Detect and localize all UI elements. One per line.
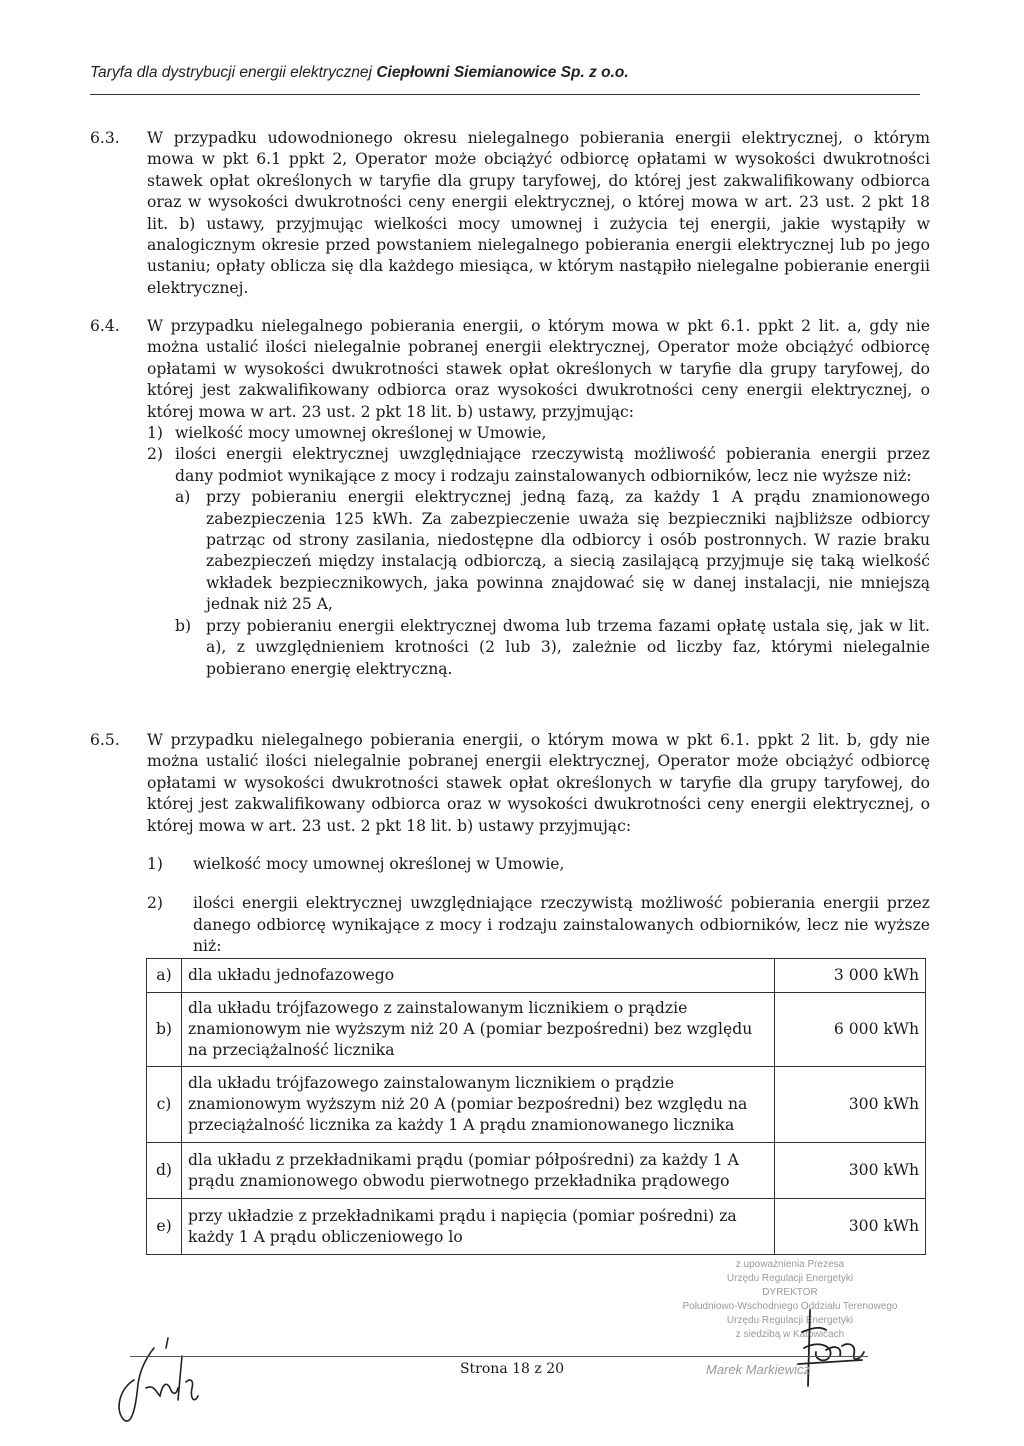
table-row bbox=[147, 1067, 926, 1143]
energy-limits-table bbox=[146, 958, 926, 1255]
stamp-line: DYREKTOR bbox=[762, 1287, 818, 1298]
list-item-text: ilości energii elektrycznej uwzględniające rzeczywistą możliwość pobierania energii przez dany podmiot wynikające z mocy i rodzaju zainstalowanych odbiorników, lecz nie wyższe niż: bbox=[175, 445, 930, 485]
section-list bbox=[147, 423, 930, 680]
list-item-text: przy pobieraniu energii elektrycznej dwoma lub trzema fazami opłatę ustala się, jak w lit. a), z uwzględnieniem krotności (2 lub 3), zależnie od liczby faz, którymi nielegalnie pobierano energię elektryczną. bbox=[206, 616, 930, 678]
page-number: Strona 18 z 20 bbox=[459, 1361, 565, 1377]
list-marker: 2) bbox=[147, 894, 164, 913]
section-6-4 bbox=[90, 316, 930, 680]
row-description: dla układu jednofazowego bbox=[182, 959, 775, 993]
document-header bbox=[90, 64, 920, 82]
stamp-line: Urzędu Regulacji Energetyki bbox=[726, 1273, 854, 1284]
list-item bbox=[147, 423, 930, 444]
row-letter: a) bbox=[147, 959, 182, 993]
header-rule bbox=[90, 94, 920, 95]
row-description: dla układu trójfazowego zainstalowanym licznikiem o prądzie znamionowym wyższym niż 20 A (pomiar bezpośredni) bez względu na przeciążalność licznika za każdy 1 A prądu znamionowanego licznika bbox=[182, 1067, 775, 1143]
stamp-line: Południowo-Wschodniego Oddziału Terenowego bbox=[682, 1301, 898, 1312]
section-number: 6.3. bbox=[90, 129, 120, 147]
list-item bbox=[147, 893, 930, 957]
list-marker: b) bbox=[175, 616, 192, 635]
table-row bbox=[147, 993, 926, 1067]
section-text: W przypadku udowodnionego okresu nielegalnego pobierania energii elektrycznej, o którym mowa w pkt 6.1 ppkt 2, Operator może obciążyć odbiorcę opłatami w wysokości dwukrotności stawek opłat określonych w taryfie dla grupy taryfowej, do której jest zakwalifikowany odbiorca oraz w wysokości dwukrotności ceny energii elektrycznej, o której mowa w art. 23 ust. 2 pkt 18 lit. b) ustawy, przyjmując wielkości mocy umownej i zużycia tej energii, jakie wystąpiły w analogicznym okresie przed powstaniem nielegalnego pobierania energii elektrycznej lub po jego ustaniu; opłaty oblicza się dla każdego miesiąca, w którym nastąpiło nielegalne pobieranie energii elektrycznej. bbox=[147, 129, 930, 297]
row-letter: e) bbox=[147, 1199, 182, 1255]
list-item-text: przy pobieraniu energii elektrycznej jedną fazą, za każdy 1 A prądu znamionowego zabezpieczenia 125 kWh. Za zabezpieczenie uważa się bezpieczniki najbliższe odbiorcy patrząc od strony zasilania, niedostępne dla odbiorcy i osób postronnych. W razie braku zabezpieczeń między instalacją odbiorczą, a siecią zasilającą przyjmuje się taką wielkość wkładek bezpiecznikowych, jaka powinna znajdować się w danej instalacji, nie mniejszą jednak niż 25 A, bbox=[206, 488, 930, 614]
row-description: dla układu trójfazowego z zainstalowanym licznikiem o prądzie znamionowym nie wyższym niż 20 A (pomiar bezpośredni) bez względu na przeciążalność licznika bbox=[182, 993, 775, 1067]
section-6-3 bbox=[90, 128, 930, 299]
list-item bbox=[147, 854, 930, 875]
sub-list-item bbox=[175, 616, 930, 680]
row-description: dla układu z przekładnikami prądu (pomiar półpośredni) za każdy 1 A prądu znamionowego obwodu pierwotnego przekładnika prądowego bbox=[182, 1143, 775, 1199]
section-text: W przypadku nielegalnego pobierania energii, o którym mowa w pkt 6.1. ppkt 2 lit. a, gdy nie można ustalić ilości nielegalnie pobranej energii elektrycznej, Operator może obciążyć odbiorcę opłatami w wysokości dwukrotności stawek opłat określonych w taryfie dla grupy taryfowej, do której jest zakwalifikowany odbiorca oraz wysokości dwukrotności ceny energii elektrycznej, o której mowa w art. 23 ust. 2 pkt 18 lit. b) ustawy, przyjmując: bbox=[147, 317, 930, 421]
table-row bbox=[147, 1143, 926, 1199]
list-item-text: ilości energii elektrycznej uwzględniające rzeczywistą możliwość pobierania energii przez danego odbiorcę wynikające z mocy i rodzaju zainstalowanych odbiorników, lecz nie wyższe niż: bbox=[193, 894, 930, 956]
row-value: 3 000 kWh bbox=[775, 959, 926, 993]
section-6-5 bbox=[90, 730, 930, 976]
table-row bbox=[147, 959, 926, 993]
header-title-italic: Taryfa dla dystrybucji energii elektrycznej bbox=[90, 64, 372, 81]
list-marker: 2) bbox=[147, 445, 164, 464]
stamp-line: z upoważnienia Prezesa bbox=[735, 1259, 845, 1270]
header-title-company: Ciepłowni Siemianowice Sp. z o.o. bbox=[376, 64, 629, 81]
sub-list-item bbox=[175, 487, 930, 615]
stamp-line: z siedzibą w Katowicach bbox=[735, 1329, 845, 1340]
row-letter: c) bbox=[147, 1067, 182, 1143]
row-value: 300 kWh bbox=[775, 1199, 926, 1255]
table-row bbox=[147, 1199, 926, 1255]
sub-list bbox=[175, 487, 930, 680]
list-marker: 1) bbox=[147, 855, 164, 874]
list-item-text: wielkość mocy umownej określonej w Umowie, bbox=[175, 424, 547, 443]
list-item-text: wielkość mocy umownej określonej w Umowie, bbox=[193, 855, 565, 874]
row-letter: d) bbox=[147, 1143, 182, 1199]
row-letter: b) bbox=[147, 993, 182, 1067]
row-value: 6 000 kWh bbox=[775, 993, 926, 1067]
footer-rule bbox=[130, 1356, 868, 1357]
section-text: W przypadku nielegalnego pobierania energii, o którym mowa w pkt 6.1. ppkt 2 lit. b, gdy nie można ustalić ilości nielegalnie pobranej energii elektrycznej, Operator może obciążyć odbiorcę opłatami w wysokości dwukrotności stawek opłat określonych w taryfie dla grupy taryfowej, do której jest zakwalifikowany odbiorca oraz w wysokości dwukrotności ceny energii elektrycznej, o której mowa w art. 23 ust. 2 pkt 18 lit. b) ustawy przyjmując: bbox=[147, 731, 930, 835]
list-marker: a) bbox=[175, 488, 191, 507]
section-number: 6.5. bbox=[90, 731, 120, 749]
section-number: 6.4. bbox=[90, 317, 120, 335]
row-value: 300 kWh bbox=[775, 1143, 926, 1199]
stamp-signer-name: Marek Markiewicz bbox=[706, 1362, 811, 1377]
row-value: 300 kWh bbox=[775, 1067, 926, 1143]
list-marker: 1) bbox=[147, 424, 164, 443]
row-description: przy układzie z przekładnikami prądu i napięcia (pomiar pośredni) za każdy 1 A prądu obliczeniowego lo bbox=[182, 1199, 775, 1255]
list-item bbox=[147, 444, 930, 487]
section-list bbox=[147, 854, 930, 958]
stamp-line: Urzędu Regulacji Energetyki bbox=[726, 1315, 854, 1326]
